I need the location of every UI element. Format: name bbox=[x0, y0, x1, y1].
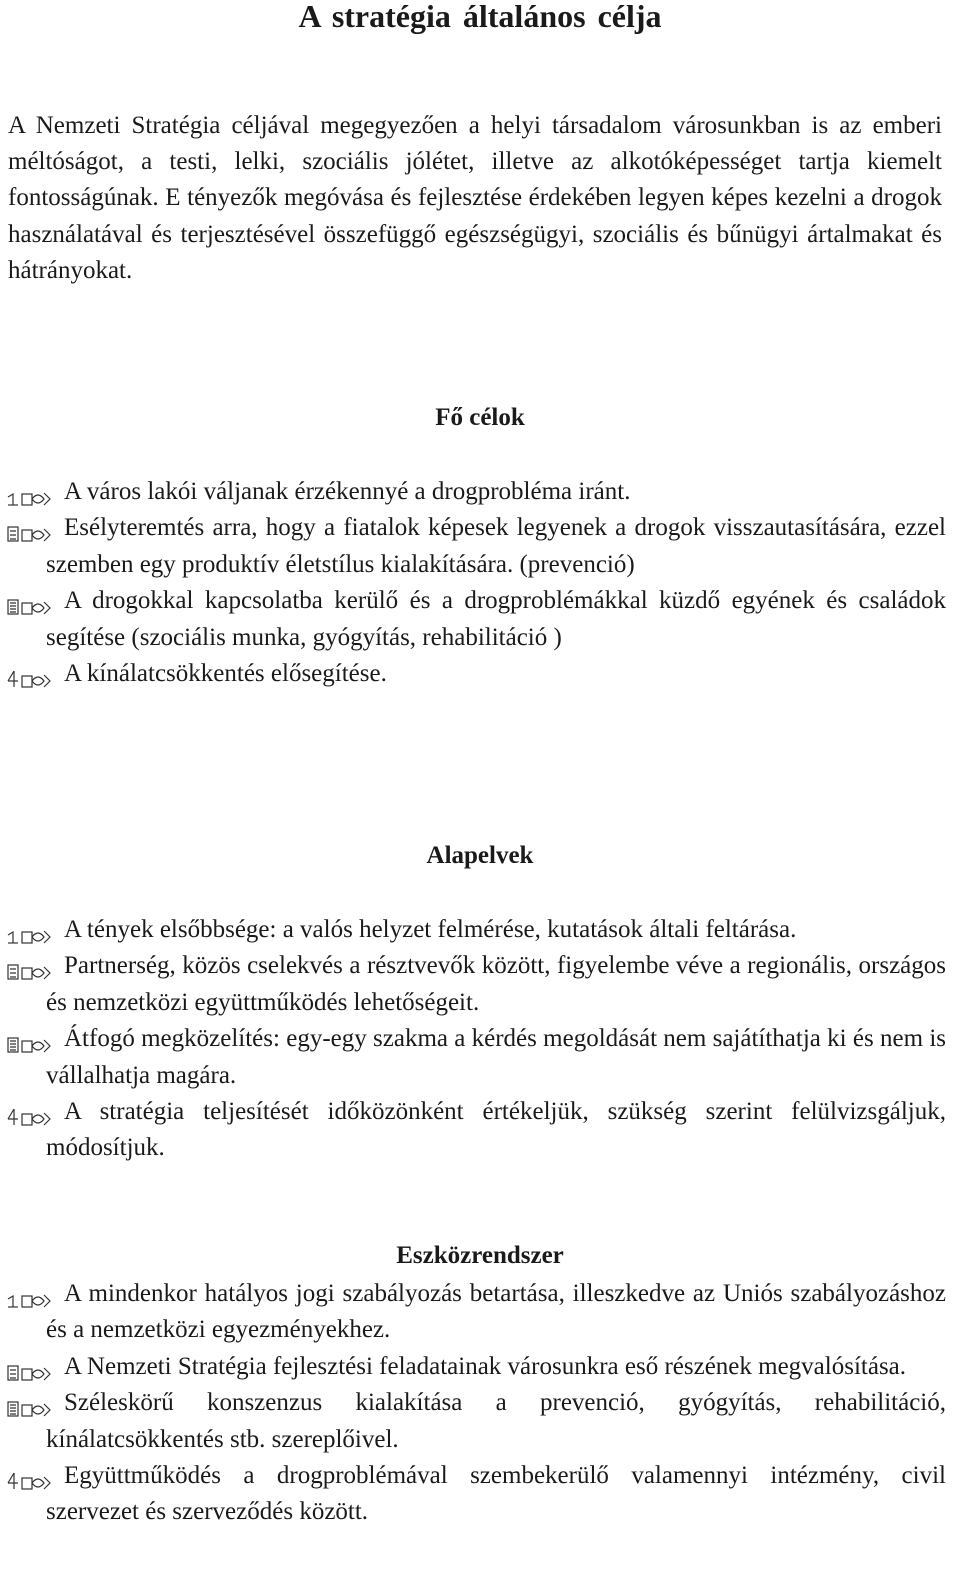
page-title: A stratégia általános célja bbox=[298, 0, 662, 34]
list-item bbox=[0, 1385, 946, 1458]
section-heading-fo-celok: Fő célok bbox=[435, 404, 525, 431]
list-item bbox=[0, 510, 946, 583]
list-item-text: A stratégia teljesítését időközönként értékeljük, szükség szerint felülvizsgáljuk, módosítjuk. bbox=[46, 1098, 946, 1162]
list-item-text: Széleskörű konszenzus kialakítása a prevenció, gyógyítás, rehabilitáció, kínálatcsökkentés stb. szereplőivel. bbox=[46, 1389, 946, 1453]
list-item-text: Átfogó megközelítés: egy-egy szakma a kérdés megoldását nem sajátíthatja ki és nem is vállalhatja magára. bbox=[46, 1025, 946, 1089]
list-item bbox=[0, 948, 946, 1021]
bullet-list-alapelvek bbox=[0, 912, 946, 1167]
numbered-bullet-icon bbox=[4, 959, 64, 981]
numbered-bullet-icon bbox=[4, 485, 64, 507]
list-item-text: A mindenkor hatályos jogi szabályozás betartása, illeszkedve az Uniós szabályozáshoz és a nemzetközi egyezményekhez. bbox=[46, 1280, 946, 1344]
section-heading-eszkozrendszer: Eszközrendszer bbox=[396, 1242, 564, 1269]
numbered-bullet-icon bbox=[4, 594, 64, 616]
list-item bbox=[0, 912, 946, 948]
list-item-text: A Nemzeti Stratégia fejlesztési feladatainak városunkra eső részének megvalósítása. bbox=[64, 1352, 907, 1380]
list-item-text: A város lakói váljanak érzékennyé a drogprobléma iránt. bbox=[64, 478, 631, 505]
list-item bbox=[0, 1094, 946, 1167]
list-item bbox=[0, 474, 946, 510]
list-item bbox=[0, 1349, 946, 1385]
list-item-text: A drogokkal kapcsolatba kerülő és a drogproblémákkal küzdő egyének és családok segítése (szociális munka, gyógyítás, rehabilitáció ) bbox=[46, 587, 946, 651]
numbered-bullet-icon bbox=[4, 1032, 64, 1054]
numbered-bullet-icon bbox=[4, 1396, 64, 1418]
list-item-text: A kínálatcsökkentés elősegítése. bbox=[64, 660, 387, 688]
list-item-text: Együttműködés a drogproblémával szembekerülő valamennyi intézmény, civil szervezet és szerveződés között. bbox=[46, 1462, 946, 1526]
numbered-bullet-icon bbox=[4, 923, 64, 945]
numbered-bullet-icon bbox=[4, 667, 64, 689]
list-item bbox=[0, 656, 946, 692]
numbered-bullet-icon bbox=[4, 1287, 64, 1309]
numbered-bullet-icon bbox=[4, 1469, 64, 1491]
section-heading-alapelvek: Alapelvek bbox=[426, 842, 534, 869]
bullet-list-fo-celok bbox=[0, 474, 946, 692]
list-item-text: Partnerség, közös cselekvés a résztvevők között, figyelembe véve a regionális, országos és nemzetközi együttműködés lehetőségeit. bbox=[46, 952, 946, 1016]
numbered-bullet-icon bbox=[4, 1105, 64, 1127]
list-item bbox=[0, 1276, 946, 1349]
list-item-text: A tények elsőbbsége: a valós helyzet felmérése, kutatások általi feltárása. bbox=[64, 916, 797, 943]
intro-paragraph: A Nemzeti Stratégia céljával megegyezően a helyi társadalom városunkban is az emberi méltóságot, a testi, lelki, szociális jólétet, illetve az alkotóképességet tartja kiemelt fontosságúnak. E tényezők megóvása és fejlesztése érdekében legyen képes kezelni a drogok használatával és terjesztésével összefüggő egészségügyi, szociális és bűnügyi ártalmakat és hátrányokat. bbox=[8, 112, 942, 284]
numbered-bullet-icon bbox=[4, 1360, 64, 1382]
list-item bbox=[0, 583, 946, 656]
list-item-text: Esélyteremtés arra, hogy a fiatalok képesek legyenek a drogok visszautasítására, ezzel szemben egy produktív életstílus kialakítására. (prevenció) bbox=[46, 514, 946, 578]
list-item bbox=[0, 1021, 946, 1094]
bullet-list-eszkozrendszer bbox=[0, 1276, 946, 1531]
numbered-bullet-icon bbox=[4, 521, 64, 543]
list-item bbox=[0, 1458, 946, 1531]
